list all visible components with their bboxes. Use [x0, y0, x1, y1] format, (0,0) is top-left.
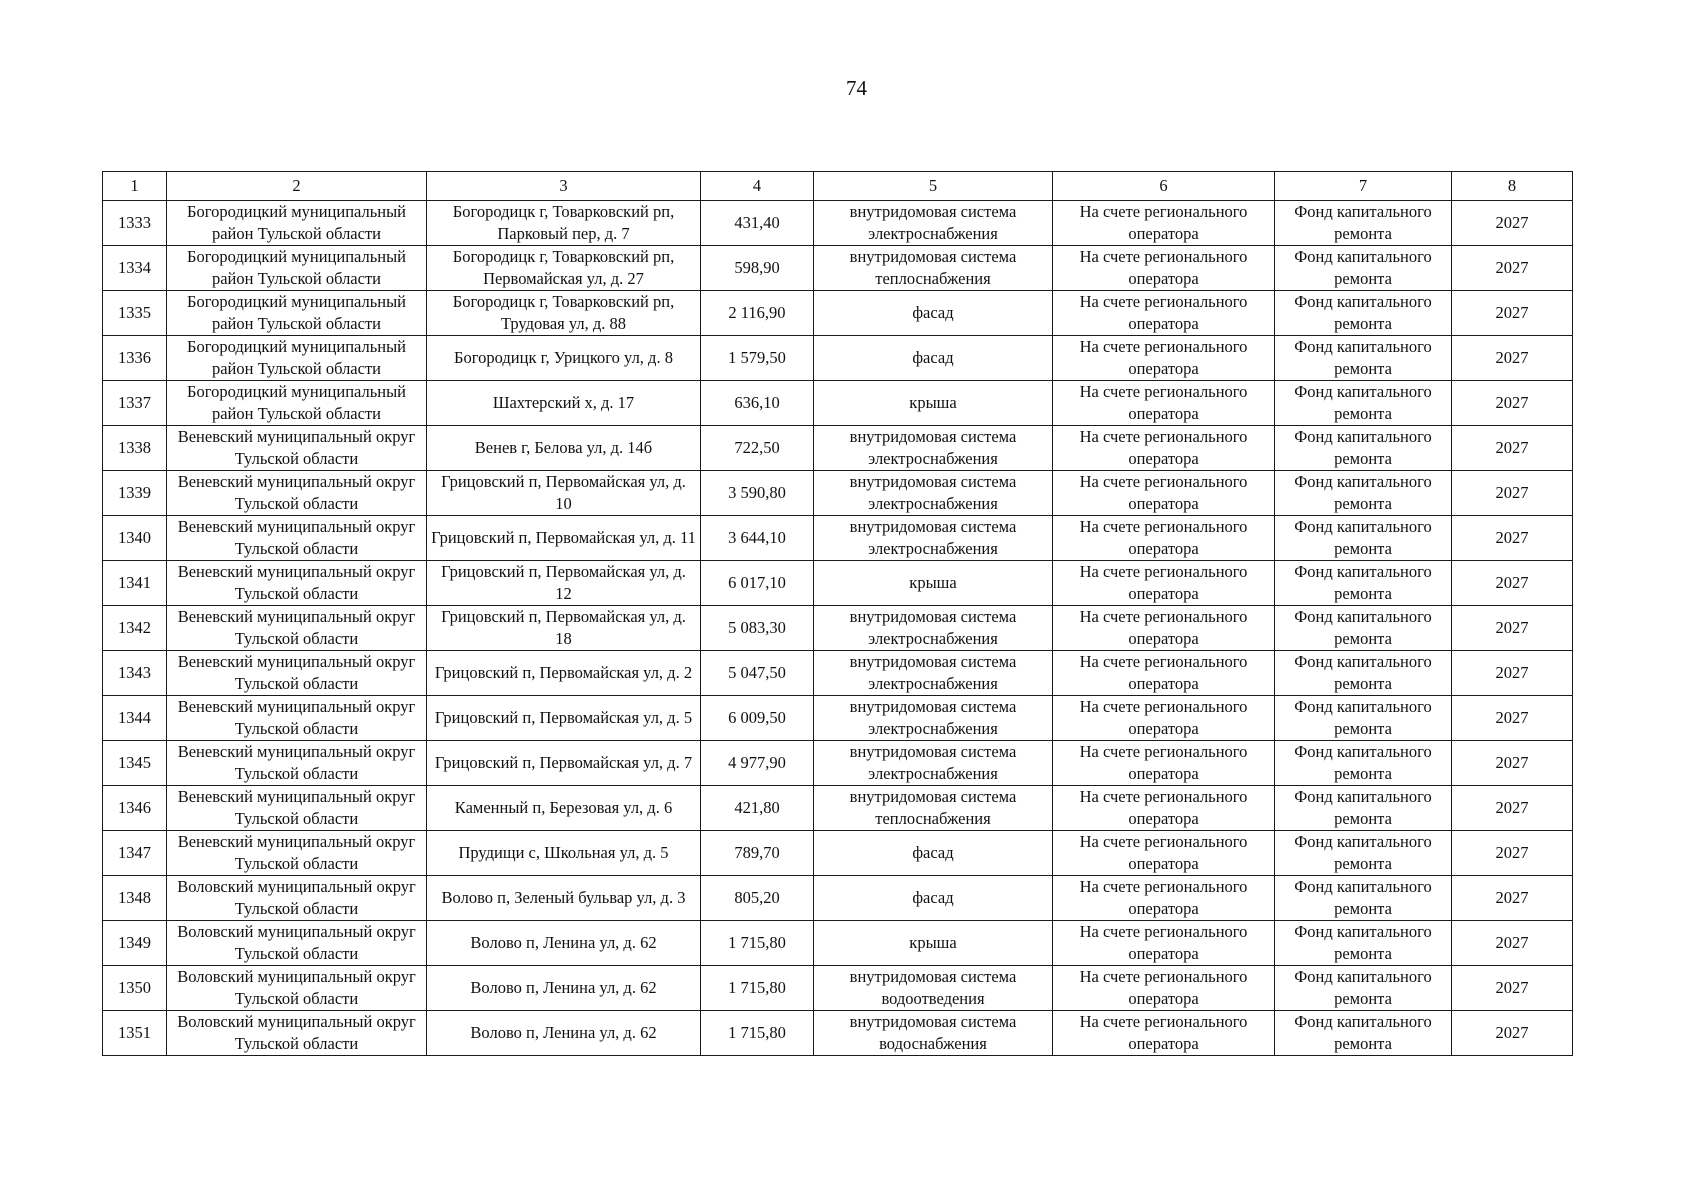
column-header: 2: [167, 172, 427, 201]
municipality-cell: Веневский муниципальный округ Тульской области: [167, 606, 427, 651]
work-type-cell: крыша: [814, 381, 1053, 426]
fund-account-cell: На счете регионального оператора: [1053, 516, 1275, 561]
page-number: 74: [846, 76, 867, 100]
year-cell: 2027: [1452, 966, 1573, 1011]
fund-account-cell: На счете регионального оператора: [1053, 291, 1275, 336]
year-cell: 2027: [1452, 786, 1573, 831]
row-number-cell: 1339: [103, 471, 167, 516]
area-cell: 3 644,10: [701, 516, 814, 561]
work-type-cell: внутридомовая система электроснабжения: [814, 606, 1053, 651]
row-number-cell: 1343: [103, 651, 167, 696]
funding-source-cell: Фонд капитального ремонта: [1275, 876, 1452, 921]
table-body: [103, 201, 1573, 1056]
funding-source-cell: Фонд капитального ремонта: [1275, 606, 1452, 651]
column-header: 5: [814, 172, 1053, 201]
table-row: [103, 381, 1573, 426]
year-cell: 2027: [1452, 291, 1573, 336]
municipality-cell: Веневский муниципальный округ Тульской области: [167, 786, 427, 831]
municipality-cell: Богородицкий муниципальный район Тульской области: [167, 246, 427, 291]
address-cell: Грицовский п, Первомайская ул, д. 11: [427, 516, 701, 561]
funding-source-cell: Фонд капитального ремонта: [1275, 921, 1452, 966]
municipality-cell: Веневский муниципальный округ Тульской области: [167, 651, 427, 696]
year-cell: 2027: [1452, 696, 1573, 741]
fund-account-cell: На счете регионального оператора: [1053, 426, 1275, 471]
year-cell: 2027: [1452, 201, 1573, 246]
row-number-cell: 1349: [103, 921, 167, 966]
fund-account-cell: На счете регионального оператора: [1053, 876, 1275, 921]
year-cell: 2027: [1452, 426, 1573, 471]
municipality-cell: Веневский муниципальный округ Тульской области: [167, 561, 427, 606]
header-row: [103, 172, 1573, 201]
funding-source-cell: Фонд капитального ремонта: [1275, 381, 1452, 426]
year-cell: 2027: [1452, 876, 1573, 921]
year-cell: 2027: [1452, 606, 1573, 651]
year-cell: 2027: [1452, 1011, 1573, 1056]
area-cell: 1 715,80: [701, 966, 814, 1011]
table-row: [103, 426, 1573, 471]
column-header: 8: [1452, 172, 1573, 201]
area-cell: 1 715,80: [701, 921, 814, 966]
area-cell: 722,50: [701, 426, 814, 471]
area-cell: 6 017,10: [701, 561, 814, 606]
municipality-cell: Богородицкий муниципальный район Тульской области: [167, 381, 427, 426]
row-number-cell: 1337: [103, 381, 167, 426]
fund-account-cell: На счете регионального оператора: [1053, 336, 1275, 381]
fund-account-cell: На счете регионального оператора: [1053, 696, 1275, 741]
funding-source-cell: Фонд капитального ремонта: [1275, 1011, 1452, 1056]
row-number-cell: 1341: [103, 561, 167, 606]
work-type-cell: внутридомовая система электроснабжения: [814, 741, 1053, 786]
year-cell: 2027: [1452, 561, 1573, 606]
address-cell: Грицовский п, Первомайская ул, д. 10: [427, 471, 701, 516]
year-cell: 2027: [1452, 471, 1573, 516]
fund-account-cell: На счете регионального оператора: [1053, 831, 1275, 876]
address-cell: Грицовский п, Первомайская ул, д. 5: [427, 696, 701, 741]
row-number-cell: 1344: [103, 696, 167, 741]
year-cell: 2027: [1452, 831, 1573, 876]
municipality-cell: Воловский муниципальный округ Тульской области: [167, 966, 427, 1011]
row-number-cell: 1347: [103, 831, 167, 876]
table-row: [103, 561, 1573, 606]
column-header: 7: [1275, 172, 1452, 201]
fund-account-cell: На счете регионального оператора: [1053, 561, 1275, 606]
funding-source-cell: Фонд капитального ремонта: [1275, 426, 1452, 471]
work-type-cell: фасад: [814, 291, 1053, 336]
area-cell: 598,90: [701, 246, 814, 291]
municipality-cell: Веневский муниципальный округ Тульской области: [167, 426, 427, 471]
work-type-cell: внутридомовая система водоотведения: [814, 966, 1053, 1011]
area-cell: 1 715,80: [701, 1011, 814, 1056]
row-number-cell: 1346: [103, 786, 167, 831]
funding-source-cell: Фонд капитального ремонта: [1275, 516, 1452, 561]
work-type-cell: внутридомовая система электроснабжения: [814, 471, 1053, 516]
municipality-cell: Веневский муниципальный округ Тульской области: [167, 831, 427, 876]
row-number-cell: 1335: [103, 291, 167, 336]
row-number-cell: 1338: [103, 426, 167, 471]
table-row: [103, 471, 1573, 516]
address-cell: Каменный п, Березовая ул, д. 6: [427, 786, 701, 831]
table-row: [103, 831, 1573, 876]
funding-source-cell: Фонд капитального ремонта: [1275, 336, 1452, 381]
work-type-cell: внутридомовая система водоснабжения: [814, 1011, 1053, 1056]
area-cell: 789,70: [701, 831, 814, 876]
year-cell: 2027: [1452, 246, 1573, 291]
work-type-cell: крыша: [814, 561, 1053, 606]
area-cell: 6 009,50: [701, 696, 814, 741]
funding-source-cell: Фонд капитального ремонта: [1275, 831, 1452, 876]
row-number-cell: 1348: [103, 876, 167, 921]
address-cell: Грицовский п, Первомайская ул, д. 12: [427, 561, 701, 606]
fund-account-cell: На счете регионального оператора: [1053, 1011, 1275, 1056]
row-number-cell: 1342: [103, 606, 167, 651]
work-type-cell: фасад: [814, 876, 1053, 921]
area-cell: 805,20: [701, 876, 814, 921]
municipality-cell: Богородицкий муниципальный район Тульской области: [167, 336, 427, 381]
fund-account-cell: На счете регионального оператора: [1053, 381, 1275, 426]
municipality-cell: Веневский муниципальный округ Тульской области: [167, 516, 427, 561]
address-cell: Волово п, Ленина ул, д. 62: [427, 1011, 701, 1056]
work-type-cell: внутридомовая система электроснабжения: [814, 426, 1053, 471]
address-cell: Грицовский п, Первомайская ул, д. 7: [427, 741, 701, 786]
funding-source-cell: Фонд капитального ремонта: [1275, 786, 1452, 831]
table-row: [103, 606, 1573, 651]
area-cell: 421,80: [701, 786, 814, 831]
address-cell: Волово п, Ленина ул, д. 62: [427, 921, 701, 966]
address-cell: Грицовский п, Первомайская ул, д. 2: [427, 651, 701, 696]
year-cell: 2027: [1452, 921, 1573, 966]
fund-account-cell: На счете регионального оператора: [1053, 921, 1275, 966]
area-cell: 431,40: [701, 201, 814, 246]
table-row: [103, 786, 1573, 831]
row-number-cell: 1351: [103, 1011, 167, 1056]
address-cell: Грицовский п, Первомайская ул, д. 18: [427, 606, 701, 651]
table-row: [103, 696, 1573, 741]
column-header: 3: [427, 172, 701, 201]
address-cell: Венев г, Белова ул, д. 14б: [427, 426, 701, 471]
table-row: [103, 246, 1573, 291]
address-cell: Богородицк г, Товарковский рп, Парковый пер, д. 7: [427, 201, 701, 246]
area-cell: 1 579,50: [701, 336, 814, 381]
table-row: [103, 336, 1573, 381]
funding-source-cell: Фонд капитального ремонта: [1275, 471, 1452, 516]
work-type-cell: внутридомовая система электроснабжения: [814, 516, 1053, 561]
funding-source-cell: Фонд капитального ремонта: [1275, 201, 1452, 246]
funding-source-cell: Фонд капитального ремонта: [1275, 651, 1452, 696]
table-row: [103, 876, 1573, 921]
funding-source-cell: Фонд капитального ремонта: [1275, 696, 1452, 741]
year-cell: 2027: [1452, 741, 1573, 786]
municipality-cell: Веневский муниципальный округ Тульской области: [167, 741, 427, 786]
work-type-cell: крыша: [814, 921, 1053, 966]
row-number-cell: 1334: [103, 246, 167, 291]
year-cell: 2027: [1452, 381, 1573, 426]
table-row: [103, 966, 1573, 1011]
work-type-cell: внутридомовая система электроснабжения: [814, 651, 1053, 696]
municipality-cell: Богородицкий муниципальный район Тульской области: [167, 201, 427, 246]
row-number-cell: 1345: [103, 741, 167, 786]
work-type-cell: внутридомовая система электроснабжения: [814, 696, 1053, 741]
address-cell: Богородицк г, Урицкого ул, д. 8: [427, 336, 701, 381]
area-cell: 5 047,50: [701, 651, 814, 696]
address-cell: Волово п, Ленина ул, д. 62: [427, 966, 701, 1011]
column-header: 1: [103, 172, 167, 201]
work-type-cell: фасад: [814, 336, 1053, 381]
address-cell: Волово п, Зеленый бульвар ул, д. 3: [427, 876, 701, 921]
year-cell: 2027: [1452, 336, 1573, 381]
work-type-cell: внутридомовая система теплоснабжения: [814, 246, 1053, 291]
table-row: [103, 921, 1573, 966]
funding-source-cell: Фонд капитального ремонта: [1275, 741, 1452, 786]
address-cell: Богородицк г, Товарковский рп, Первомайская ул, д. 27: [427, 246, 701, 291]
address-cell: Богородицк г, Товарковский рп, Трудовая ул, д. 88: [427, 291, 701, 336]
area-cell: 3 590,80: [701, 471, 814, 516]
address-cell: Шахтерский х, д. 17: [427, 381, 701, 426]
funding-source-cell: Фонд капитального ремонта: [1275, 291, 1452, 336]
repair-registry-table: [102, 171, 1573, 1056]
fund-account-cell: На счете регионального оператора: [1053, 201, 1275, 246]
municipality-cell: Воловский муниципальный округ Тульской области: [167, 1011, 427, 1056]
table-row: [103, 291, 1573, 336]
year-cell: 2027: [1452, 651, 1573, 696]
municipality-cell: Веневский муниципальный округ Тульской области: [167, 696, 427, 741]
fund-account-cell: На счете регионального оператора: [1053, 741, 1275, 786]
funding-source-cell: Фонд капитального ремонта: [1275, 966, 1452, 1011]
area-cell: 4 977,90: [701, 741, 814, 786]
row-number-cell: 1336: [103, 336, 167, 381]
funding-source-cell: Фонд капитального ремонта: [1275, 561, 1452, 606]
column-header: 4: [701, 172, 814, 201]
fund-account-cell: На счете регионального оператора: [1053, 786, 1275, 831]
row-number-cell: 1340: [103, 516, 167, 561]
fund-account-cell: На счете регионального оператора: [1053, 471, 1275, 516]
funding-source-cell: Фонд капитального ремонта: [1275, 246, 1452, 291]
address-cell: Прудищи с, Школьная ул, д. 5: [427, 831, 701, 876]
row-number-cell: 1350: [103, 966, 167, 1011]
municipality-cell: Веневский муниципальный округ Тульской области: [167, 471, 427, 516]
fund-account-cell: На счете регионального оператора: [1053, 606, 1275, 651]
column-header: 6: [1053, 172, 1275, 201]
table-row: [103, 651, 1573, 696]
municipality-cell: Богородицкий муниципальный район Тульской области: [167, 291, 427, 336]
municipality-cell: Воловский муниципальный округ Тульской области: [167, 876, 427, 921]
table-row: [103, 741, 1573, 786]
fund-account-cell: На счете регионального оператора: [1053, 651, 1275, 696]
table-row: [103, 201, 1573, 246]
work-type-cell: внутридомовая система теплоснабжения: [814, 786, 1053, 831]
work-type-cell: фасад: [814, 831, 1053, 876]
table-row: [103, 516, 1573, 561]
area-cell: 2 116,90: [701, 291, 814, 336]
fund-account-cell: На счете регионального оператора: [1053, 246, 1275, 291]
fund-account-cell: На счете регионального оператора: [1053, 966, 1275, 1011]
year-cell: 2027: [1452, 516, 1573, 561]
table-row: [103, 1011, 1573, 1056]
area-cell: 636,10: [701, 381, 814, 426]
work-type-cell: внутридомовая система электроснабжения: [814, 201, 1053, 246]
municipality-cell: Воловский муниципальный округ Тульской области: [167, 921, 427, 966]
row-number-cell: 1333: [103, 201, 167, 246]
area-cell: 5 083,30: [701, 606, 814, 651]
